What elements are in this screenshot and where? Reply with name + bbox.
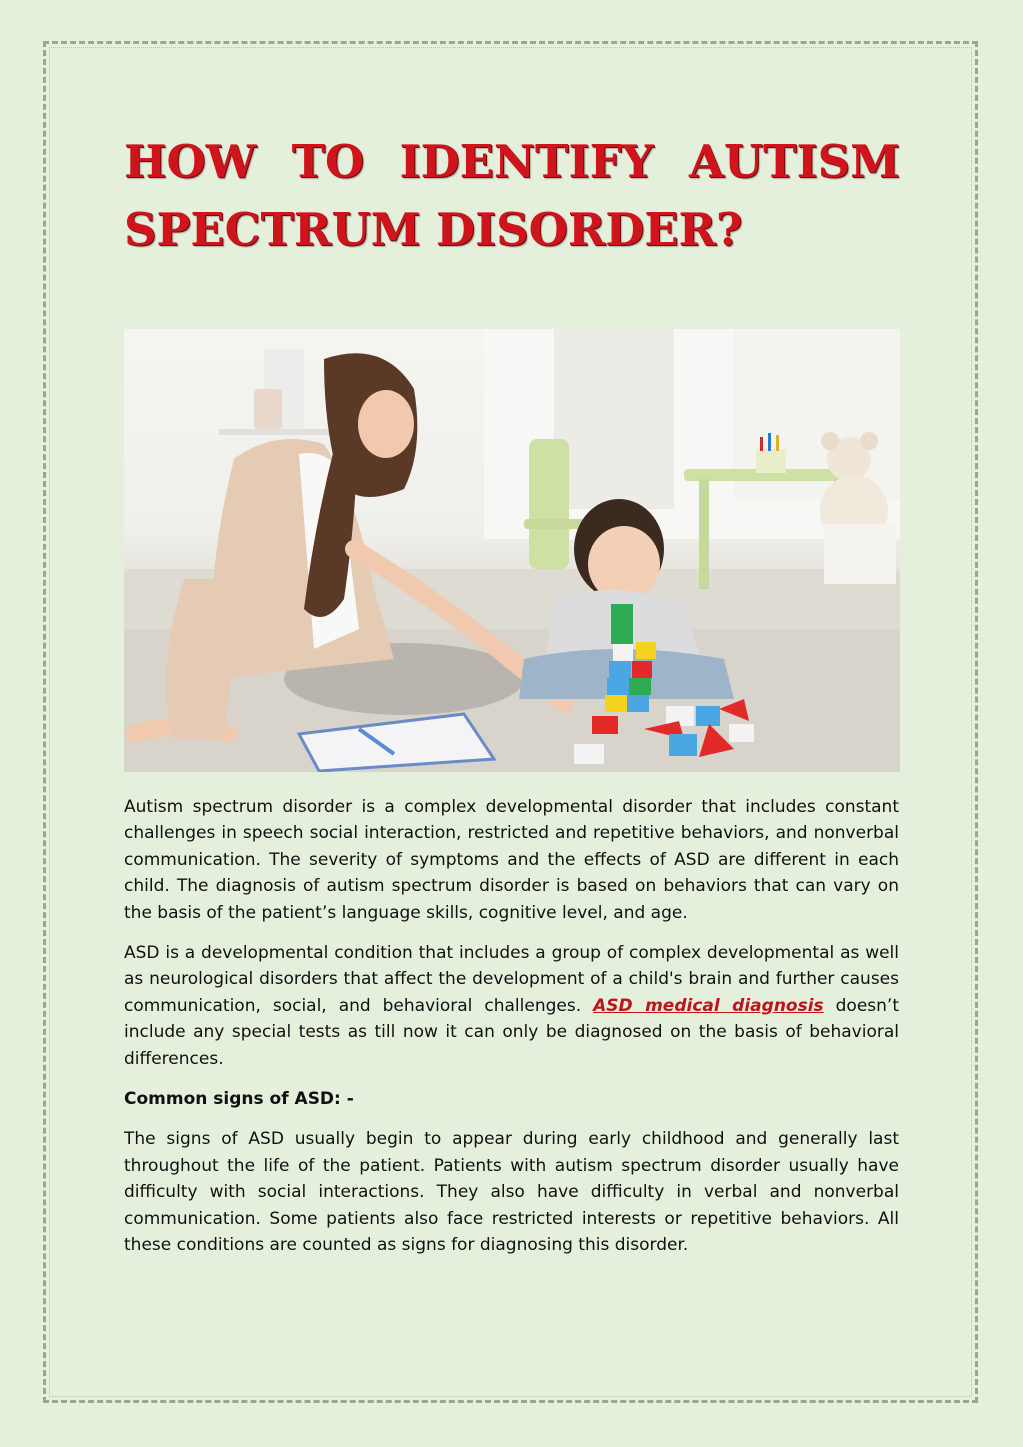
paragraph-text: ASD is a developmental condition that includes a group of complex developmental as well as neurological disorders that affect the development of a child's brain and further causes communication, social, and behavioral challenges. xyxy=(124,943,899,1016)
paragraph-text: doesn’t include any special tests as till now it can only be diagnosed on the basis of behavioral differences. xyxy=(124,995,899,1069)
title-word: IDENTIFY xyxy=(399,135,654,188)
photo-illustration xyxy=(124,329,900,772)
title-word: TO xyxy=(291,135,365,188)
section-heading: Common signs of ASD: - xyxy=(124,1089,354,1110)
title-word: AUTISM xyxy=(688,135,900,188)
article-body xyxy=(124,794,899,1273)
title-word: HOW xyxy=(124,135,257,188)
title-line-1 xyxy=(124,128,900,196)
title-line-2: SPECTRUM DISORDER? xyxy=(124,203,743,256)
paragraph-signs: The signs of ASD usually begin to appear during early childhood and generally last throughout the life of the patient. Patients with autism spectrum disorder usually have difficulty with social interactions. They also have difficulty in verbal and nonverbal communication. Some patients also face restricted interests or repetitive behaviors. All these conditions are counted as signs for diagnosing this disorder. xyxy=(124,1129,899,1256)
page-title xyxy=(124,128,900,264)
asd-medical-diagnosis-link[interactable]: ASD medical diagnosis xyxy=(593,995,824,1016)
paragraph-intro: Autism spectrum disorder is a complex developmental disorder that includes constant challenges in speech social interaction, restricted and repetitive behaviors, and nonverbal communication. The severity of symptoms and the effects of ASD are different in each child. The diagnosis of autism spectrum disorder is based on behaviors that can vary on the basis of the patient’s language skills, cognitive level, and age. xyxy=(124,797,899,923)
paragraph-asd-condition xyxy=(124,940,899,1072)
hero-photo xyxy=(124,329,900,772)
